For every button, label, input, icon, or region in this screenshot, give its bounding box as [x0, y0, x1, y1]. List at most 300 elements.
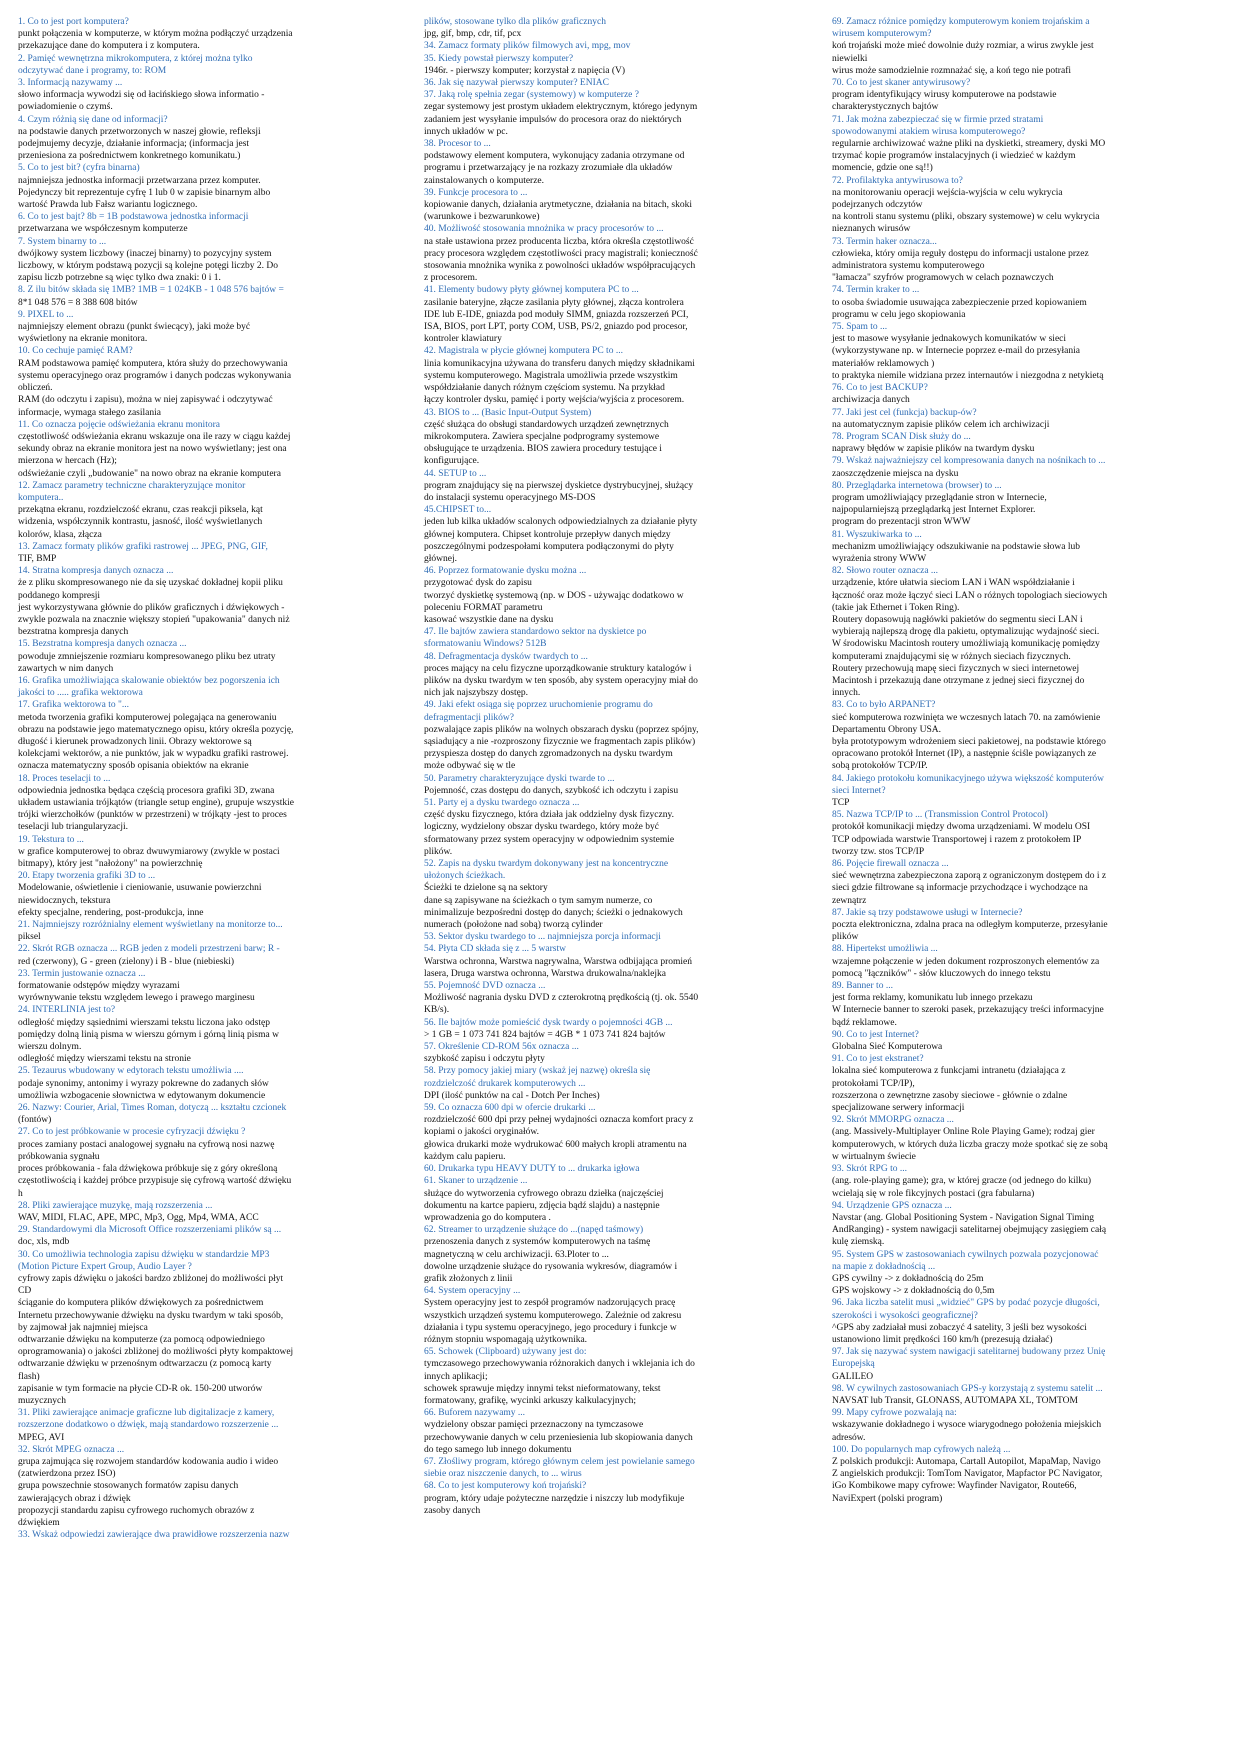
- answer-line: "łamacza" szyfrów programowych w celach poznawczych: [832, 273, 1054, 284]
- answer-line: to osoba świadomie usuwająca zabezpieczenie przed kopiowaniem: [832, 297, 1087, 308]
- answer-line: przyspiesza dostęp do danych zgromadzonych na dysku twardym: [424, 749, 673, 760]
- answer-line: trzymać kopie programów instalacyjnych (i wiedzieć w każdym: [832, 151, 1076, 162]
- question-line: 38. Procesor to ...: [424, 139, 491, 150]
- question-line: 34. Zamacz formaty plików filmowych avi, mpg, mov: [424, 41, 631, 52]
- question-line: 51. Party ej a dysku twardego oznacza ...: [424, 798, 580, 808]
- question-line: 39. Funkcje procesora to ...: [424, 187, 528, 198]
- question-line: 31. Pliki zawierające animacje graficzne lub digitalizacje z kamery,: [18, 1408, 275, 1419]
- answer-line: GALILEO: [832, 1371, 874, 1382]
- question-line: 85. Nazwa TCP/IP to ... (Transmission Control Protocol): [832, 810, 1048, 821]
- question-line: 59. Co oznacza 600 dpi w ofercie drukarki ...: [424, 1103, 596, 1114]
- answer-line: przeniesiona za pośrednictwem konkretnego komunikatu.): [18, 151, 241, 162]
- answer-line: jest wykorzystywana głównie do plików graficznych i dźwiękowych -: [18, 602, 285, 613]
- question-line: 96. Jaka liczba satelit musi „widzieć" GPS by podać pozycje długości,: [832, 1298, 1100, 1309]
- answer-line: że z pliku skompresowanego nie da się uzyskać dokładnej kopii pliku: [18, 578, 283, 589]
- answer-line: sformatowany przez system operacyjny w odpowiednim systemie: [424, 834, 675, 845]
- question-line: 4. Czym różnią się dane od informacji?: [18, 114, 168, 125]
- answer-line: formatowany, grafikę, wycinki arkuszy kalkulacyjnych;: [424, 1395, 637, 1406]
- answer-line: (fontów): [18, 1115, 52, 1126]
- question-line: 8. Z ilu bitów składa się 1MB? 1MB = 1 024KB - 1 048 576 bajtów =: [18, 285, 284, 296]
- answer-line: WAV, MIDI, FLAC, APE, MPC, Mp3, Ogg, Mp4, WMA, ACC: [18, 1212, 259, 1223]
- answer-line: TCP odpowiada warstwie Transportowej i razem z protokołem IP: [832, 834, 1082, 845]
- answer-line: tworzy tzw. stos TCP/IP: [832, 846, 925, 857]
- answer-line: sekundy obraz na ekranie monitora jest na nowo wyświetlany; jest ona: [18, 444, 287, 455]
- answer-line: innych.: [832, 688, 861, 699]
- answer-line: umożliwia wzbogacenie słownictwa w edytowanym dokumencie: [18, 1090, 266, 1101]
- question-line: 75. Spam to ...: [832, 322, 888, 333]
- answer-line: wszystkich urządzeń systemu komputerowego. Zależnie od zakresu: [424, 1310, 682, 1321]
- answer-line: nich jak najszybszy dostęp.: [424, 688, 528, 699]
- answer-line: pracy procesora względem częstotliwości pracy magistrali; konieczność: [424, 248, 698, 259]
- answer-line: Pojedynczy bit reprezentuje cyfrę 1 lub 0 w zapisie binarnym albo: [18, 187, 271, 198]
- answer-line: głowica drukarki może wydrukować 600 małych kropli atramentu na: [424, 1139, 687, 1150]
- answer-line: wcielają się w role fikcyjnych postaci (gra fabularna): [832, 1188, 1035, 1199]
- answer-line: (ang. Massively-Multiplayer Online Role Playing Game); rodzaj gier: [832, 1127, 1095, 1138]
- answer-line: najmniejszy element obrazu (punkt świecący), jaki może być: [18, 322, 251, 333]
- answer-line: kulę ziemską.: [832, 1237, 885, 1248]
- question-line: szerokości i wysokości geograficznej?: [832, 1310, 978, 1321]
- answer-line: program znajdujący się na pierwszej dyskietce dystrybucyjnej, służący: [424, 480, 694, 491]
- answer-line: program, który udaje pożyteczne narzędzie i niszczy lub modyfikuje: [424, 1493, 685, 1504]
- answer-line: z procesorem.: [424, 273, 478, 284]
- answer-line: obliczeń.: [18, 383, 53, 394]
- answer-line: zaoszczędzenie miejsca na dysku: [832, 468, 959, 479]
- question-line: odczytywać dane i programy, to: ROM: [18, 65, 167, 76]
- answer-line: Internetu przechowywanie dźwięku na dysku twardym w taki sposób,: [18, 1310, 284, 1321]
- answer-line: wyrażenia strony WWW: [832, 553, 927, 564]
- answer-line: kopiowanie danych, działania arytmetyczne, działania na bitach, skoki: [424, 200, 693, 211]
- question-line: 62. Streamer to urządzenie służące do ...(napęd taśmowy): [424, 1225, 644, 1236]
- question-line: 65. Schowek (Clipboard) używany jest do:: [424, 1347, 587, 1358]
- answer-line: by zajmował jak najmniej miejsca: [18, 1322, 148, 1333]
- answer-line: programu w celu jego skopiowania: [832, 309, 966, 320]
- answer-line: przechowywanie danych w celu przeniesienia lub skopiowania danych: [424, 1432, 693, 1443]
- answer-line: sieć wewnętrzna zabezpieczona zaporą z ograniczonym dostępem do i z: [832, 871, 1107, 882]
- answer-line: dźwiękiem: [18, 1517, 60, 1528]
- answer-line: flash): [18, 1371, 40, 1382]
- question-line: 15. Bezstratna kompresja danych oznacza ...: [18, 639, 187, 650]
- question-line: 61. Skaner to urządzenie ...: [424, 1176, 528, 1187]
- answer-line: odległość między sąsiednimi wierszami tekstu liczona jako odstęp: [18, 1017, 270, 1028]
- answer-line: Z polskich produkcji: Automapa, Cartall Autopilot, MapaMap, Navigo: [832, 1456, 1101, 1467]
- answer-line: wartość Prawda lub Fałsz wariantu logicznego.: [18, 200, 198, 211]
- answer-line: bitmapy), który jest "nałożony" na powierzchnię: [18, 859, 203, 870]
- question-line: 68. Co to jest komputerowy koń trojański?: [424, 1481, 587, 1492]
- answer-line: łączy kontroler dysku, pamięć i porty wejścia/wyjścia z procesorem.: [424, 395, 685, 406]
- answer-line: zewnątrz: [832, 895, 867, 906]
- answer-line: administratora systemu komputerowego: [832, 261, 985, 272]
- question-line: 40. Możliwość stosowania mnożnika w pracy procesorów to ...: [424, 224, 664, 235]
- answer-line: sąsiadujący a nie -rozproszony fizycznie we fragmentach zapis plików): [424, 736, 696, 747]
- answer-line: materiałów reklamowych ): [832, 358, 935, 369]
- answer-line: TIF, BMP: [18, 553, 57, 564]
- answer-line: w grafice komputerowej to obraz dwuwymiarowy (zwykle w postaci: [18, 846, 280, 857]
- answer-line: mechanizm umożliwiający odszukiwanie na podstawie słowa lub: [832, 541, 1080, 552]
- answer-line: (zatwierdzona przez ISO): [18, 1469, 116, 1480]
- answer-line: piksel: [18, 932, 41, 943]
- answer-line: protokół komunikacji między dwoma urządzeniami. W modelu OSI: [832, 822, 1091, 833]
- answer-line: poddanego kompresji: [18, 590, 101, 601]
- question-line: 44. SETUP to ...: [424, 468, 487, 479]
- question-line: 73. Termin haker oznacza...: [832, 236, 937, 247]
- answer-line: adresów.: [832, 1432, 866, 1443]
- answer-line: NaviExpert (polski program): [832, 1493, 943, 1504]
- answer-line: rozszerzona o zewnętrzne zasoby sieciowe - głównie o zdalne: [832, 1090, 1068, 1101]
- answer-line: zainstalowanych o komputerze.: [424, 175, 545, 186]
- question-line: 9. PIXEL to ...: [18, 309, 74, 320]
- question-line: 43. BIOS to ... (Basic Input-Output System): [424, 407, 592, 418]
- answer-line: programu i przetwarzający je na rozkazy zrozumiałe dla układów: [424, 163, 673, 174]
- answer-line: zasoby danych: [424, 1505, 481, 1516]
- answer-line: W Internecie banner to szeroki pasek, przekazujący treści informacyjne: [832, 1005, 1104, 1016]
- answer-line: specjalizowane serwery informacji: [832, 1103, 965, 1114]
- question-line: 6. Co to jest bajt? 8b = 1B podstawowa jednostka informacji: [18, 212, 249, 223]
- question-line: komputera..: [18, 492, 64, 503]
- question-line: wirusem komputerowym?: [832, 29, 932, 40]
- answer-line: grafik złożonych z linii: [424, 1273, 513, 1284]
- question-line: 84. Jakiego protokołu komunikacyjnego używa większość komputerów: [832, 773, 1105, 784]
- question-line: sieci Internet?: [832, 785, 886, 796]
- answer-line: częstotliwością i każdej próbce przypisuje się cyfrową wartość dźwięku: [18, 1176, 292, 1187]
- answer-line: program do prezentacji stron WWW: [832, 517, 971, 528]
- answer-line: informacje, wymaga stałego zasilania: [18, 407, 161, 418]
- question-line: 41. Elementy budowy płyty głównej komputera PC to ...: [424, 285, 639, 296]
- question-line: 77. Jaki jest cel (funkcja) backup-ów?: [832, 407, 977, 418]
- answer-line: IDE lub E-IDE, gniazda pod moduły SIMM, gniazda rozszerzeń PCI,: [424, 309, 689, 320]
- question-line: 18. Proces teselacji to ...: [18, 773, 111, 784]
- question-line: rozdzielczość drukarek komputerowych ...: [424, 1078, 586, 1089]
- answer-line: logiczny, wydzielony obszar dysku twardego, który może być: [424, 822, 659, 833]
- answer-line: Możliwość nagrania dysku DVD z czterokrotną prędkością (tj. ok. 5540: [424, 993, 699, 1004]
- question-line: 1. Co to jest port komputera?: [18, 17, 129, 27]
- question-line: plików, stosowane tylko dla plików graficznych: [424, 17, 606, 27]
- question-line: 33. Wskaż odpowiedzi zawierające dwa prawidłowe rozszerzenia nazw: [18, 1530, 290, 1541]
- answer-line: do instalacji systemu operacyjnego MS-DOS: [424, 492, 596, 503]
- answer-line: obsługujące te urządzenia. BIOS zawiera procedury testujące i: [424, 444, 662, 455]
- answer-line: proces mający na celu fizyczne uporządkowanie struktury katalogów i: [424, 663, 692, 674]
- answer-line: część służąca do obsługi standardowych urządzeń zewnętrznych: [424, 419, 669, 430]
- answer-line: AndRanging) - system nawigacji satelitarnej obejmujący zasięgiem całą: [832, 1225, 1107, 1236]
- answer-line: oznacza matematyczny sposób opisania obiektów na ekranie: [18, 761, 249, 772]
- answer-line: cyfrowy zapis dźwięku o jakości bardzo zbliżonej do możliwości płyt: [18, 1273, 284, 1284]
- answer-line: niewielki: [832, 53, 868, 64]
- answer-line: zawierających obraz i dźwięk: [18, 1493, 131, 1504]
- question-line: 12. Zamacz parametry techniczne charakteryzujące monitor: [18, 480, 246, 491]
- answer-line: zapisu liczb potrzebne są więc tylko dwa znaki: 0 i 1.: [18, 273, 221, 284]
- answer-line: przygotować dysk do zapisu: [424, 578, 532, 589]
- answer-line: odpowiednia jednostka będąca częścią procesora grafiki 3D, zwana: [18, 785, 275, 796]
- answer-line: podejrzanych odczytów: [832, 200, 923, 211]
- answer-line: metoda tworzenia grafiki komputerowej polegająca na generowaniu: [18, 712, 277, 723]
- answer-line: kolekcjami wektorów, a nie punktów, jak w wypadku grafiki rastrowej.: [18, 749, 289, 760]
- answer-line: dane są zapisywane na ścieżkach o tym samym numerze, co: [424, 895, 653, 906]
- question-line: 72. Profilaktyka antywirusowa to?: [832, 175, 963, 186]
- question-line: 70. Co to jest skaner antywirusowy?: [832, 78, 971, 89]
- answer-line: rozdzielczość 600 dpi przy pełnej wydajności oznacza komfort pracy z: [424, 1115, 694, 1126]
- question-line: 64. System operacyjny ...: [424, 1286, 521, 1297]
- question-line: 90. Co to jest Internet?: [832, 1029, 919, 1040]
- question-line: 26. Nazwy: Courier, Arial, Times Roman, dotyczą ... kształtu czcionek: [18, 1103, 287, 1114]
- answer-line: na automatycznym zapisie plików celem ich archiwizacji: [832, 419, 1050, 430]
- question-line: 32. Skrót MPEG oznacza ...: [18, 1444, 125, 1455]
- answer-line: lasera, Druga warstwa ochronna, Warstwa drukowalna/naklejka: [424, 968, 667, 979]
- answer-line: teselacji lub triangularyzacji.: [18, 822, 128, 833]
- answer-line: w wirtualnym świecie: [832, 1151, 916, 1162]
- answer-line: poszczególnymi podzespołami komputera podłączonymi do płyty: [424, 541, 674, 552]
- answer-line: regularnie archiwizować ważne pliki na dyskietki, streamery, dyski MO: [832, 139, 1106, 150]
- answer-line: na podstawie danych przetworzonych w naszej głowie, refleksji: [18, 126, 261, 137]
- answer-line: przekątna ekranu, rozdzielczość ekranu, czas reakcji piksela, kąt: [18, 505, 263, 516]
- answer-line: komputerowych, w których duża liczba graczy może spotkać się ze sobą: [832, 1139, 1108, 1150]
- answer-line: człowieka, który omija reguły dostępu do informacji ustalone przez: [832, 248, 1089, 259]
- answer-line: najpopularniejszą przeglądarką jest Internet Explorer.: [832, 505, 1036, 516]
- question-line: 21. Najmniejszy rozróżnialny element wyświetlany na monitorze to...: [18, 920, 283, 931]
- answer-line: działania i typu systemu operacyjnego, jego procedury i funkcje w: [424, 1322, 677, 1333]
- answer-line: muzycznych: [18, 1395, 67, 1406]
- answer-line: proces próbkowania - fala dźwiękowa próbkuje się z góry określoną: [18, 1164, 278, 1175]
- answer-line: Macintosh i przekazują dane otrzymane z jednej sieci fizycznej do: [832, 675, 1085, 686]
- question-line: 58. Przy pomocy jakiej miary (wskaż jej nazwę) określa się: [424, 1066, 651, 1077]
- question-line: 67. Złośliwy program, którego głównym celem jest powielanie samego: [424, 1456, 695, 1467]
- question-line: 95. System GPS w zastosowaniach cywilnych pozwala pozycjonować: [832, 1249, 1099, 1260]
- question-line: 97. Jak się nazywać system nawigacji satelitarnej budowany przez Unię: [832, 1347, 1106, 1358]
- answer-line: Z angielskich produkcji: TomTom Navigator, Mapfactor PC Navigator,: [832, 1469, 1103, 1480]
- answer-line: 1946r. - pierwszy komputer; korzystał z napięcia (V): [424, 65, 626, 76]
- question-line: spowodowanymi atakiem wirusa komputerowego?: [832, 126, 1026, 137]
- answer-line: dwójkowy system liczbowy (inaczej binarny) to pozycyjny system: [18, 248, 272, 259]
- answer-line: wybierają najlepszą drogę dla pakietu, optymalizując wydajność sieci.: [832, 627, 1100, 638]
- answer-line: do tego samego lub innego dokumentu: [424, 1444, 572, 1455]
- answer-line: wierszu dolnym.: [18, 1042, 82, 1053]
- answer-line: kasować wszystkie dane na dysku: [424, 614, 554, 625]
- question-line: 42. Magistrala w płycie głównej komputera PC to ...: [424, 346, 623, 357]
- question-line: 69. Zamacz różnice pomiędzy komputerowym koniem trojańskim a: [832, 17, 1090, 27]
- answer-line: Routery przechowują mapę sieci fizycznych w sieci internetowej: [832, 663, 1080, 674]
- question-line: 57. Określenie CD-ROM 56x oznacza ...: [424, 1042, 579, 1053]
- answer-line: mikrokomputera. Zawiera specjalne podprogramy systemowe: [424, 431, 660, 442]
- answer-line: bądź reklamowe.: [832, 1017, 897, 1028]
- answer-line: odtwarzanie dźwięku na komputerze (za pomocą odpowiedniego: [18, 1334, 265, 1345]
- question-line: 13. Zamacz formaty plików grafiki rastrowej ... JPEG, PNG, GIF,: [18, 541, 268, 552]
- answer-line: jest forma reklamy, komunikatu lub innego przekazu: [832, 993, 1033, 1004]
- answer-line: System operacyjny jest to zespół programów nadzorujących pracę: [424, 1298, 676, 1309]
- question-line: 54. Płyta CD składa się z ... 5 warstw: [424, 944, 566, 955]
- answer-line: GPS wojskowy -> z dokładnością do 0,5m: [832, 1286, 995, 1297]
- answer-line: stosowania mnożnika wynika z powolności układów współpracujących: [424, 261, 696, 272]
- answer-line: oprogramowania) o jakości zbliżonej do możliwości płyty kompaktowej: [18, 1347, 294, 1358]
- answer-line: koń trojański może mieć dowolnie duży rozmiar, a wirus zwykle jest: [832, 41, 1094, 52]
- question-line: 91. Co to jest ekstranet?: [832, 1054, 924, 1065]
- answer-line: wirus może samodzielnie rozmnażać się, a koń tego nie potrafi: [832, 65, 1071, 76]
- answer-line: część dysku fizycznego, która działa jak oddzielny dysk fizyczny.: [424, 810, 674, 821]
- question-line: 74. Termin kraker to ...: [832, 285, 920, 296]
- question-line: 94. Urządzenie GPS oznacza ...: [832, 1200, 952, 1211]
- question-line: siebie oraz niszczenie danych, to ... wirus: [424, 1469, 582, 1480]
- question-line: rozszerzone dodatkowo o dźwięk, mają standardowo rozszerzenie ...: [18, 1420, 279, 1431]
- answer-line: urządzenie, które ułatwia sieciom LAN i WAN współdziałanie i: [832, 578, 1075, 589]
- question-line: 92. Skrót MMORPG oznacza ...: [832, 1115, 954, 1126]
- question-line: 36. Jak się nazywał pierwszy komputer? ENIAC: [424, 78, 609, 89]
- question-line: 24. INTERLINIA jest to?: [18, 1005, 116, 1016]
- answer-line: dowolne urządzenie służące do rysowania wykresów, diagramów i: [424, 1261, 678, 1272]
- answer-line: częstotliwość odświeżania ekranu wskazuje ona ile razy w ciągu każdej: [18, 431, 291, 442]
- question-line: 78. Program SCAN Disk służy do ...: [832, 431, 971, 442]
- answer-line: głównej.: [424, 553, 457, 564]
- answer-line: powoduje zmniejszenie rozmiaru kompresowanego pliku bez utraty: [18, 651, 276, 662]
- answer-line: iGo Kombikowe mapy cyfrowe: Wayfinder Navigator, Route66,: [832, 1481, 1077, 1492]
- question-line: 52. Zapis na dysku twardym dokonywany jest na koncentryczne: [424, 859, 669, 870]
- question-line: 71. Jak można zabezpieczać się w firmie przed stratami: [832, 114, 1044, 125]
- answer-line: kopiami o jakości oryginałów.: [424, 1127, 539, 1138]
- question-line: 14. Stratna kompresja danych oznacza ...: [18, 566, 174, 577]
- question-line: 53. Sektor dysku twardego to ... najmniejsza porcja informacji: [424, 932, 661, 943]
- answer-line: opracowano protokół Internet (IP), a następnie ściśle powiązanych ze: [832, 749, 1097, 760]
- answer-line: wyświetlony na ekranie monitora.: [18, 334, 148, 345]
- text-column-middle: [424, 16, 810, 1517]
- question-line: 87. Jakie są trzy podstawowe usługi w Internecie?: [832, 907, 1023, 918]
- question-line: 11. Co oznacza pojęcie odświeżania ekranu monitora: [18, 419, 220, 430]
- question-line: Europejską: [832, 1359, 875, 1370]
- answer-line: proces zamiany postaci analogowej sygnału na cyfrową nosi nazwę: [18, 1139, 275, 1150]
- answer-line: archiwizacja danych: [832, 395, 910, 406]
- answer-line: ISA, BIOS, port LPT, porty COM, USB, PS/2, gniazdo pod procesor,: [424, 322, 688, 333]
- answer-line: innych układów w pc.: [424, 126, 508, 137]
- question-line: 47. Ile bajtów zawiera standardowo sektor na dyskietce po: [424, 627, 647, 638]
- answer-line: ^GPS aby zadziałał musi zobaczyć 4 satelity, 3 jeśli bez wysokości: [832, 1322, 1087, 1333]
- answer-line: pomiędzy dolną linią pisma w wierszu górnym i górną linią pisma w: [18, 1029, 279, 1040]
- answer-line: schowek sprawuje między innymi tekst nieformatowany, tekst: [424, 1383, 661, 1394]
- answer-line: linia komunikacyjna używana do transferu danych między składnikami: [424, 358, 695, 369]
- answer-line: próbkowania sygnału: [18, 1151, 100, 1162]
- answer-line: podejmujemy decyzje, działanie informacja; (informacja jest: [18, 139, 250, 150]
- answer-line: to praktyka niemile widziana przez internautów i niezgodna z netykietą: [832, 370, 1104, 381]
- answer-line: wzajemne połączenie w jeden dokument rozproszonych elementów za: [832, 956, 1100, 967]
- answer-line: dokumentu na kartce papieru, zdjęcia bądź slajdu) a następnie: [424, 1200, 660, 1211]
- answer-line: lokalna sieć komputerowa z funkcjami intranetu (działająca z: [832, 1066, 1066, 1077]
- answer-line: przekazujące dane do komputera i z komputera.: [18, 41, 200, 52]
- answer-line: tymczasowego przechowywania różnorakich danych i wklejania ich do: [424, 1359, 695, 1370]
- text-column-left: [18, 16, 404, 1541]
- question-line: 35. Kiedy powstał pierwszy komputer?: [424, 53, 574, 64]
- answer-line: mierzona w hercach (Hz);: [18, 456, 117, 467]
- answer-line: szybkość zapisu i odczytu płyty: [424, 1054, 545, 1065]
- answer-line: plików na dysku twardym w ten sposób, aby system operacyjny miał do: [424, 675, 698, 686]
- question-line: 93. Skrót RPG to ...: [832, 1164, 907, 1175]
- answer-line: może odbywać się w tle: [424, 761, 516, 772]
- question-line: 22. Skrót RGB oznacza ... RGB jeden z modeli przestrzeni barw; R -: [18, 944, 280, 955]
- question-line: 88. Hipertekst umożliwia ...: [832, 944, 938, 955]
- answer-line: pomocą "łączników" - słów kluczowych do innego tekstu: [832, 968, 1051, 979]
- answer-line: sieci gdzie filtrowane są informacje przychodzące i wychodzące na: [832, 883, 1088, 894]
- answer-line: słowo informacja wywodzi się od łacińskiego słowa informatio -: [18, 90, 265, 101]
- answer-line: sobą protokołów TCP/IP.: [832, 761, 928, 772]
- answer-line: zwykle pozwala na znacznie większy stopień "upakowania" danych niż: [18, 614, 290, 625]
- answer-line: odległość między wierszami tekstu na stronie: [18, 1054, 191, 1065]
- question-line: 10. Co cechuje pamięć RAM?: [18, 346, 133, 357]
- answer-line: trójki wierzchołków (punktów w przestrzeni) w trójkąty -jest to proces: [18, 810, 287, 821]
- answer-line: obrazu na podstawie jego matematycznego opisu, który określa pozycję,: [18, 724, 294, 735]
- answer-line: powiadomienie o czymś.: [18, 102, 113, 113]
- question-line: 82. Słowo router oznacza ...: [832, 566, 939, 577]
- answer-line: bezstratna kompresja danych: [18, 627, 129, 638]
- answer-line: (warunkowe i bezwarunkowe): [424, 212, 540, 223]
- answer-line: odświeżanie czyli „budowanie" na nowo obraz na ekranie komputera: [18, 468, 281, 479]
- answer-line: DPI (ilość punktów na cal - Dotch Per Inches): [424, 1090, 600, 1101]
- answer-line: doc, xls, mdb: [18, 1237, 70, 1248]
- answer-line: kolorów, klasa, złącza: [18, 529, 102, 540]
- answer-line: długość i kierunek prowadzonych linii. Obrazy wektorowe są: [18, 736, 252, 747]
- answer-line: (takie jak Ethernet i Token Ring).: [832, 602, 960, 613]
- question-line: 45.CHIPSET to...: [424, 505, 492, 516]
- question-line: 29. Standardowymi dla Microsoft Office rozszerzeniami plików są ...: [18, 1225, 282, 1236]
- answer-line: TCP: [832, 798, 850, 808]
- answer-line: sieć komputerowa rozwinięta we wczesnych latach 70. na zamówienie: [832, 712, 1101, 723]
- question-line: defragmentacji plików?: [424, 712, 514, 723]
- answer-line: najmniejsza jednostka informacji przetwarzana przez komputer.: [18, 175, 261, 186]
- answer-line: wskazywanie dokładnego i wysoce wiarygodnego położenia miejskich: [832, 1420, 1102, 1431]
- answer-line: program umożliwiający przeglądanie stron w Internecie,: [832, 492, 1047, 503]
- answer-line: Warstwa ochronna, Warstwa nagrywalna, Warstwa odbijająca promień: [424, 956, 693, 967]
- answer-line: pozwalające zapis plików na wolnych obszarach dysku (poprzez spójny,: [424, 724, 699, 735]
- answer-line: głównej komputera. Chipset kontroluje przepływ danych między: [424, 529, 671, 540]
- answer-line: > 1 GB = 1 073 741 824 bajtów = 4GB * 1 073 741 824 bajtów: [424, 1029, 666, 1040]
- question-line: 16. Grafika umożliwiająca skalowanie obiektów bez pogorszenia ich: [18, 675, 280, 686]
- answer-line: konfigurujące.: [424, 456, 480, 467]
- answer-line: RAM podstawowa pamięć komputera, która służy do przechowywania: [18, 358, 288, 369]
- question-line: 100. Do popularnych map cyfrowych należą ...: [832, 1444, 1011, 1455]
- answer-line: poleceniu FORMAT parametru: [424, 602, 543, 613]
- question-line: 98. W cywilnych zastosowaniach GPS-y korzystają z systemu satelit ...: [832, 1383, 1103, 1394]
- answer-line: protokołami TCP/IP),: [832, 1078, 915, 1089]
- question-line: 66. Buforem nazywamy ...: [424, 1408, 526, 1419]
- answer-line: h: [18, 1188, 23, 1199]
- question-line: 46. Poprzez formatowanie dysku można ...: [424, 566, 587, 577]
- question-line: 23. Termin justowanie oznacza ...: [18, 968, 146, 979]
- answer-line: podstawowy element komputera, wykonujący zadania otrzymane od: [424, 151, 685, 162]
- answer-line: plików.: [424, 846, 453, 857]
- answer-line: formatowanie odstępów między wyrazami: [18, 981, 180, 992]
- answer-line: łączność oraz może łączyć sieci LAN o różnych topologiach sieciowych: [832, 590, 1108, 601]
- answer-line: na monitorowaniu operacji wejścia-wyjścia w celu wykrycia: [832, 187, 1063, 198]
- question-line: 60. Drukarka typu HEAVY DUTY to ... drukarka igłowa: [424, 1164, 640, 1175]
- answer-line: momencie, gdzie one są!!): [832, 163, 933, 174]
- text-column-right: [832, 16, 1218, 1505]
- answer-line: efekty specjalne, rendering, post-produkcja, inne: [18, 907, 204, 918]
- question-line: 79. Wskaż najważniejszy cel kompresowania danych na nośnikach to ...: [832, 456, 1106, 467]
- answer-line: odtwarzanie dźwięku w przenośnym odtwarzaczu (z pomocą karty: [18, 1359, 272, 1370]
- answer-line: na kontroli stanu systemu (pliki, obszary systemowe) w celu wykrycia: [832, 212, 1100, 223]
- question-line: 49. Jaki efekt osiąga się poprzez uruchomienie programu do: [424, 700, 653, 711]
- answer-line: komputerami znajdującymi się w różnych sieciach fizycznych.: [832, 651, 1071, 662]
- answer-line: wydzielony obszar pamięci przeznaczony na tymczasowe: [424, 1420, 644, 1431]
- answer-line: zapisanie w tym formacie na płycie CD-R ok. 150-200 utworów: [18, 1383, 263, 1394]
- answer-line: (wykorzystywane np. w Internecie poprzez e-mail do przesyłania: [832, 346, 1080, 357]
- answer-line: charakterystycznych bajtów: [832, 102, 939, 113]
- question-line: 28. Pliki zawierające muzykę, mają rozszerzenia ...: [18, 1200, 213, 1211]
- answer-line: GPS cywilny -> z dokładnością do 25m: [832, 1273, 984, 1284]
- answer-line: W środowisku Macintosh routery umożliwiają komunikację pomiędzy: [832, 639, 1100, 650]
- answer-line: poczta elektroniczna, zdalna praca na odległym komputerze, przesyłanie: [832, 920, 1108, 931]
- question-line: 3. Informacją nazywamy ...: [18, 78, 123, 89]
- answer-line: KB/s).: [424, 1005, 450, 1016]
- answer-line: red (czerwony), G - green (zielony) i B - blue (niebieski): [18, 956, 235, 967]
- question-line: 76. Co to jest BACKUP?: [832, 383, 928, 394]
- answer-line: współdziałanie danych różnym częściom systemu. Na przykład: [424, 383, 665, 394]
- answer-line: grupa zajmująca się rozwojem standardów kodowania audio i wideo: [18, 1456, 279, 1467]
- answer-line: Routery dopasowują nagłówki pakietów do segmentu sieci LAN i: [832, 614, 1083, 625]
- answer-line: magnetyczną w celu archiwizacji. 63.Ploter to ...: [424, 1249, 609, 1260]
- answer-line: niewidocznych, tekstura: [18, 895, 111, 906]
